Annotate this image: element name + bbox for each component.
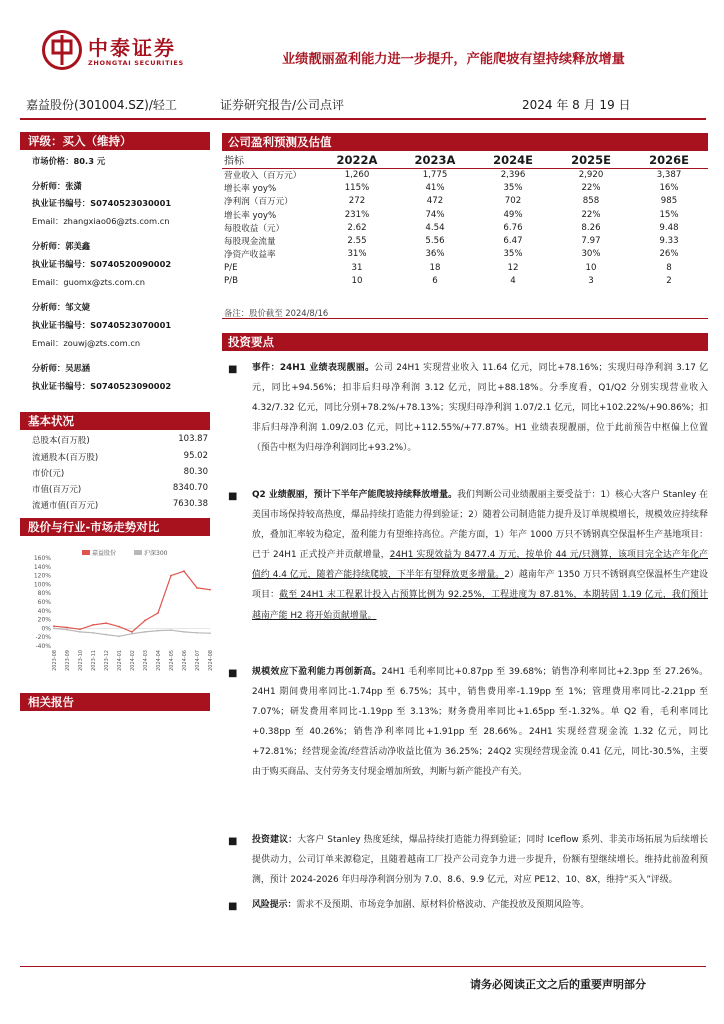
chart-section-title: 股价与行业-市场走势对比 [20,518,210,536]
data-point [53,628,55,630]
data-point [183,631,185,633]
table-cell: 7.97 [581,236,601,247]
x-tick-label: 2024-08 [208,650,214,671]
x-tick-label: 2023-09 [65,650,71,671]
table-row [222,221,708,234]
legend-swatch-2 [134,550,142,555]
table-cell: 8 [666,262,672,273]
table-row [222,248,708,261]
data-point [66,629,68,631]
data-point [157,612,159,614]
basic-row: 流通股本(百万股) 95.02 [32,451,208,463]
stock-name: 嘉益股份(301004.SZ)/轻工 [26,98,177,112]
header-divider [20,118,706,120]
table-cell: P/E [224,262,238,273]
data-point [131,633,133,635]
rating-bar: 评级：买入（维持） [20,132,210,150]
data-point [209,632,211,634]
data-point [209,589,211,591]
point-q2: Q2 业绩靓丽，预计下半年产能爬坡持续释放增量。我们判断公司业绩靓丽主要受益于：1）核心大客户 Stanley 在美国市场保持较高热度，爆品持续打造能力得到验证；2）随着公司制造能力提升及订单规模增长，规模效应持续释放，叠加汇率较为稳定，盈利能力有望维持高位。产能方面，1）年产 1000 万只不锈钢真空保温杯生产基地项目：已于 24H1 正式投产并贡献增量，24H1 实现效益为 8477.4 万元，按单价 44 元/只测算，该项目完全达产年化产值约 4.4 亿元，随着产能持续爬坡，下半年有望释放更多增量。2）越南年产 1350 万只不锈钢真空保温杯生产建设项目：截至 24H1 末工程累计投入占预算比例为 92.25%，工程进度为 87.81%，本期转固 1.19 亿元，我们预计越南产能 H2 将开始贡献增量。 [252,490,709,621]
data-point [79,631,81,633]
report-headline: 业绩靓丽盈利能力进一步提升，产能爬坡有望持续释放增量 [282,52,625,67]
col-header: 2023A [414,152,456,167]
table-cell: P/B [224,276,238,287]
table-cell: 702 [504,196,522,207]
series-line-1 [54,571,210,632]
data-point [170,575,172,577]
data-point [144,620,146,622]
table-cell: 6.47 [503,236,523,247]
data-point [196,632,198,634]
table-row [222,261,708,274]
price-label: 市场价格： [32,156,74,166]
table-cell: 31 [351,262,363,273]
forecast-title: 公司盈利预测及估值 [222,133,708,151]
col-header: 2026E [649,152,689,167]
bullet-icon: ■ [228,364,238,375]
data-point [131,631,133,633]
basic-row: 总股本(百万股) 103.87 [32,434,208,446]
data-point [53,625,55,627]
logo-text-en: ZHONGTAI SECURITIES [88,59,184,67]
y-tick-label: 120% [33,572,51,580]
x-tick-label: 2024-01 [117,650,123,671]
price-value: 80.3 元 [73,156,106,166]
data-point [105,634,107,636]
table-cell: 增长率 yoy% [224,183,277,194]
table-cell: 18 [429,262,441,273]
x-tick-label: 2023-08 [52,650,58,671]
point-risk: 风险提示：需求不及预期、市场竞争加剧、原材料价格波动、产能投放及预期风险等。 [252,900,590,910]
table-cell: 营业收入（百万元） [224,170,302,181]
table-cell: 31% [347,249,367,260]
table-cell: 每股收益（元） [224,223,285,234]
basic-row: 市价(元) 80.30 [32,467,208,479]
analyst-2-email[interactable]: Email：guomx@zts.com.cn [32,277,145,287]
table-divider [222,318,708,319]
company-logo [42,28,262,78]
table-cell: 8.26 [581,222,601,233]
data-point [157,630,159,632]
point-advice: 投资建议：大客户 Stanley 热度延续，爆品持续打造能力得到验证；同时 Iceflow 系列、非美市场拓展为后续增长提供动力，公司订单来源稳定，且随着越南工厂投产公司竞争力进一步提升，份额有望继续增长。维持此前盈利预测，预计 2024-2026 年归母净利润分别为 7.0、8.6、9.9 亿元，对应 PE12、10、8X，维持“买入”评级。 [252,835,709,886]
y-tick-label: 20% [37,616,51,624]
table-note: 备注：股价截至 2024/8/16 [224,308,329,318]
table-row [222,208,708,221]
table-header-row [222,152,708,168]
analyst-2-name: 分析师：郭美鑫 [32,241,91,251]
table-cell: 9.48 [659,222,679,233]
table-cell: 12 [507,262,519,273]
table-cell: 6 [432,276,438,287]
forecast-table [222,152,708,288]
data-point [92,632,94,634]
analyst-1-name: 分析师：张潇 [32,181,82,191]
analyst-1-cert: 执业证书编号：S0740523030001 [32,198,172,208]
table-cell: 6.76 [503,222,523,233]
table-cell: 272 [348,196,366,207]
table-cell: 1,775 [422,169,448,180]
basic-info-title: 基本状况 [20,412,210,430]
x-tick-label: 2023-11 [91,650,97,671]
x-tick-label: 2024-06 [182,650,188,671]
table-cell: 2 [666,276,672,287]
zhongtai-logo-icon [42,30,82,70]
data-point [183,570,185,572]
y-tick-label: 0% [41,625,51,633]
table-cell: 41% [425,182,445,193]
y-tick-label: 60% [37,599,51,606]
y-tick-label: 100% [33,581,51,589]
table-cell: 231% [344,209,370,220]
table-cell: 3 [588,276,594,287]
table-cell: 35% [503,182,523,193]
analyst-4-name: 分析师：吴思涵 [32,363,91,373]
x-tick-label: 2024-02 [130,650,136,671]
table-cell: 16% [659,182,679,193]
table-cell: 5.56 [425,236,445,247]
market-price [32,155,105,167]
col-header: 2025E [571,152,611,167]
table-row [222,234,708,247]
table-cell: 3,387 [656,169,682,180]
data-point [118,635,120,637]
data-point [170,629,172,631]
data-point [144,631,146,633]
analyst-2-cert: 执业证书编号：S0740520090002 [32,259,172,269]
legend-label-1: 嘉益股份 [92,550,117,557]
table-cell: 36% [425,249,445,260]
table-row [222,168,708,181]
table-cell: 9.33 [659,236,679,247]
basic-row: 流通市值(百万元) 7630.38 [32,499,208,511]
x-tick-label: 2023-10 [78,650,84,671]
analyst-3-name: 分析师：邹文婕 [32,302,91,312]
table-cell: 30% [581,249,601,260]
table-cell: 115% [344,182,370,193]
table-cell: 增长率 yoy% [224,210,277,221]
investment-points-title: 投资要点 [222,333,708,351]
analyst-1-email[interactable]: Email：zhangxiao06@zts.com.cn [32,216,170,226]
bullet-icon: ■ [228,491,238,502]
col-header: 2022A [336,152,378,167]
table-cell: 10 [585,262,597,273]
legend-swatch-1 [82,550,90,555]
table-cell: 22% [581,182,601,193]
point-event: 事件：24H1 业绩表现靓丽。公司 24H1 实现营业收入 11.64 亿元，同比+78.16%；实现归母净利润 3.17 亿元，同比+94.56%；扣非后归母净利润 3.12 亿元，同比+88.18%。分季度看，Q1/Q2 分别实现营业收入 4.32/7.32 亿元，同比分别+78.2%/+78.13%；实现归母净利润 1.07/2.1 亿元，同比+102.22%/+90.86%；扣非后归母净利润 1.09/2.03 亿元，同比+112.55%/+77.87%。H1 业绩表现靓丽，位于此前预告中枢偏上位置（预告中枢为归母净利润同比+93.2%）。 [252,363,709,454]
data-point [92,624,94,626]
analyst-3-cert: 执业证书编号：S0740523070001 [32,320,172,330]
bullet-icon: ■ [228,668,238,679]
analyst-3-email[interactable]: Email：zouwj@zts.com.cn [32,338,141,348]
footer-divider [20,966,706,967]
analyst-4-cert: 执业证书编号：S0740523090002 [32,381,172,391]
point-margin: 规模效应下盈利能力再创新高。24H1 毛利率同比+0.87pp 至 39.68%；销售净利率同比+2.3pp 至 27.26%。24H1 期间费用率同比-1.74pp 至 6.75%；其中，销售费用率-1.19pp 至 1%；管理费用率同比-2.21pp 至 7.07%；研发费用率同比-1.19pp 至 3.13%；财务费用率同比+1.65pp 至-1.32%。单 Q2 看，毛利率同比+0.38pp 至 40.26%；销售净利率同比+1.91pp 至 28.66%。24H1 实现经营现金流 1.32 亿元，同比+72.81%；经营现金流/经营活动净收益比值为 36.25%；24Q2 实现经营现金流 0.41 亿元，同比-30.5%，主要由于购买商品、支付劳务支付现金增加所致，判断与新产能投产有关。 [252,667,709,778]
table-cell: 2.62 [347,222,367,233]
table-cell: 26% [659,249,679,260]
table-cell: 10 [351,276,363,287]
y-tick-label: -20% [35,634,51,642]
x-tick-label: 2024-03 [143,650,149,671]
y-tick-label: 140% [33,563,51,571]
x-tick-label: 2023-12 [104,650,110,671]
table-cell: 4 [510,276,516,287]
table-row [222,195,708,208]
y-tick-label: 80% [37,590,51,598]
table-cell: 985 [660,196,678,207]
table-cell: 472 [426,196,444,207]
table-cell: 2,920 [578,169,604,180]
bullet-icon: ■ [228,901,238,912]
data-point [66,627,68,629]
table-cell: 74% [425,209,445,220]
report-date: 2024 年 8 月 19 日 [522,98,631,112]
basic-row: 市值(百万元) 8340.70 [32,483,208,495]
table-row [222,274,708,287]
table-cell: 35% [503,249,523,260]
x-tick-label: 2024-07 [195,650,201,671]
table-cell: 2.55 [347,236,367,247]
legend-label-2: 沪深300 [144,550,168,557]
table-cell: 1,260 [344,169,370,180]
y-tick-label: 40% [37,607,51,615]
table-cell: 净利润（百万元） [224,197,293,208]
y-tick-label: 160% [33,555,51,562]
table-row [222,181,708,194]
report-type: 证券研究报告/公司点评 [220,98,345,112]
table-cell: 2,396 [500,169,526,180]
bullet-icon: ■ [228,836,238,847]
x-tick-label: 2024-05 [169,650,175,671]
col-header: 指标 [224,156,244,168]
table-cell: 15% [659,209,679,220]
table-cell: 净资产收益率 [224,250,276,261]
table-cell: 22% [581,209,601,220]
col-header: 2024E [493,152,533,167]
table-cell: 4.54 [425,222,445,233]
related-reports-title[interactable]: 相关报告 [20,693,210,711]
data-point [105,622,107,624]
data-point [79,628,81,630]
table-cell: 49% [503,209,523,220]
data-point [118,626,120,628]
logo-text-cn: 中泰证券 [88,36,176,60]
table-cell: 每股现金流量 [224,237,276,248]
table-cell: 858 [582,196,600,207]
y-tick-label: -40% [35,643,51,650]
x-tick-label: 2024-04 [156,650,162,671]
price-trend-chart [22,548,218,680]
data-point [196,587,198,589]
footer-disclaimer: 请务必阅读正文之后的重要声明部分 [470,978,646,991]
